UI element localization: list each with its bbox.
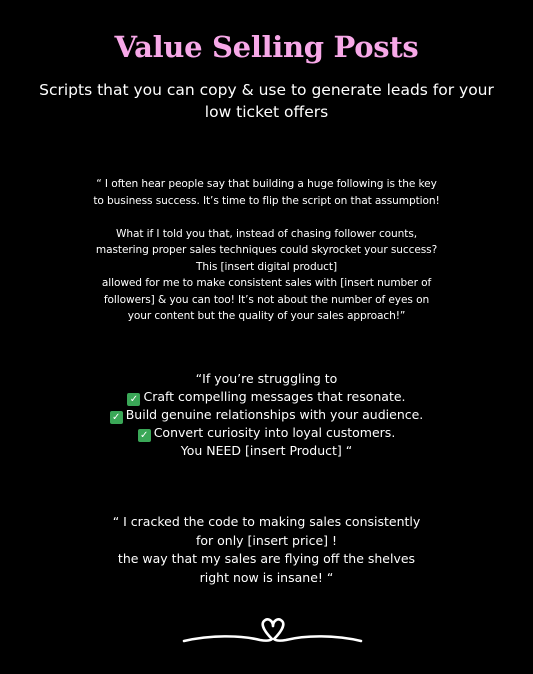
script-1-line: your content but the quality of your sales approach!” (127, 310, 406, 322)
checklist-item-text: Build genuine relationships with your audience. (125, 407, 424, 422)
script-1-line: This [insert digital product] (196, 260, 337, 273)
heart-line-divider-icon (180, 615, 365, 655)
script-2-intro: “If you’re struggling to (195, 371, 338, 386)
script-1-line: “ I often hear people say that building a huge following is the key (96, 178, 437, 190)
page-subtitle: Scripts that you can copy & use to generate leads for your low ticket offers (39, 81, 494, 121)
script-1-line: allowed for me to make consistent sales with [insert number of (101, 277, 432, 289)
check-mark-button-icon: ✓ (138, 429, 151, 442)
checklist-item (0, 424, 533, 442)
script-1 (0, 176, 533, 325)
checklist-item-text: Convert curiosity into loyal customers. (153, 425, 396, 440)
script-2-outro: You NEED [insert Product] “ (180, 443, 353, 458)
script-3-line: “ I cracked the code to making sales consistently (112, 514, 421, 529)
script-1-line: mastering proper sales techniques could skyrocket your success? (95, 244, 438, 256)
check-mark-button-icon: ✓ (110, 411, 123, 424)
script-1-line: to business success. It’s time to flip the script on that assumption! (93, 194, 440, 207)
script-2 (0, 370, 533, 460)
checklist-item (0, 388, 533, 406)
script-1-line: What if I told you that, instead of chasing follower counts, (115, 227, 418, 240)
script-3-line: the way that my sales are flying off the shelves (117, 551, 416, 566)
checklist-item (0, 406, 533, 424)
script-3-line: for only [insert price] ! (195, 532, 338, 548)
script-3-line: right now is insane! “ (199, 569, 334, 585)
checklist-item-text: Craft compelling messages that resonate. (143, 389, 406, 404)
check-mark-button-icon: ✓ (127, 393, 140, 406)
script-3 (0, 513, 533, 587)
page-title: Value Selling Posts (114, 30, 419, 64)
paragraph-gap (0, 209, 533, 226)
script-1-line: followers] & you can too! It’s not about the number of eyes on (103, 293, 430, 306)
